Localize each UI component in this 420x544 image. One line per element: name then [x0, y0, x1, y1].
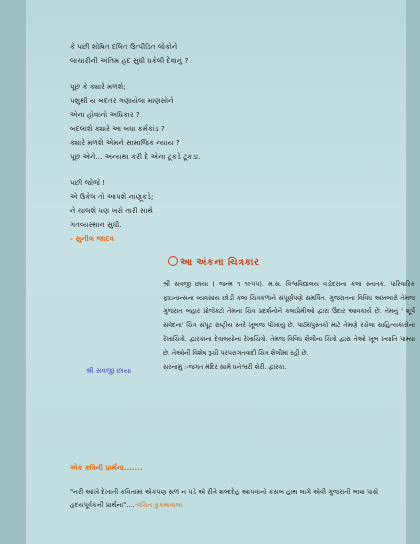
poem-line: બદલાશે ક્યારે આ બધા કર્મકાંડ ?	[70, 124, 165, 133]
prayer-text: "નરી આંખે દેખાતી કવિતામાં એકપણ સળ ન પડે એ રીતે શબ્દદેહ આપવાનો કસબ હાથ લાગે એવી ગુજરાતી ભાષા પાસે હૃદયપૂર્વકની પ્રાર્થના"....	[70, 488, 379, 509]
prayer-quote	[70, 486, 406, 512]
artist-section-title-text: આ અંકના ચિત્રકાર	[180, 257, 260, 268]
poet-name: - સુનીલ જાદવ	[70, 234, 115, 243]
page	[26, 0, 415, 544]
artist-address: સરનામું :-જગત મંદિર સામે ધનેશ્વરી શેરી. દ્વારકા.	[163, 364, 287, 371]
poem-line: પૂછ કે ક્યારે મળશે;	[70, 82, 126, 91]
poem-line: એના હોવાનો અધિકાર ?	[70, 110, 140, 119]
artist-bio-text: શ્રી સવજી છાયા ( જન્મ ૧ ૧૯૫૫). મ.સ. વિશ્વવિદ્યાલય વડોદરાના કલા સ્નાતક. પારિવારિક ફાઇનાન્સના વ્યવસાય છોડી કલા ચિત્રકળાને સંપૂર્ણપણે સમર્પિત. ગુજરાતના વિવિધ અખબારો તેમજ ગુજરાત બહાર પ્રોજેક્ટો તેમના ચિત્ર પ્રદર્શનોને કલાપ્રેમીઓ દ્વારા ઉદાર આવકાર્ય છે. તેમનું ' શૂર્પ સંવેદના' ચિત્ર સંપૂટ રાષ્ટ્રીય સ્તરે ખૂબજ પોંખાયું છે. પાઠ્યપુસ્તકો માટે તેમણે રચેલા સાહિત્યકારોના રેખાચિત્રો. દ્વારકાના દેવાલયોના રેખાચિત્રો. તેમજ વિવિધ શૈલીના ચિત્રો દ્વારા તેઓ ખૂબ ખ્યાતિ પામ્યા છે. તેઓની વિશેષ રૂચી પરંપરાગતવાદી ચિત્ર શૈલીમાં રહી છે.	[163, 281, 415, 357]
poem-line: કે પછી શોષિત દલિત ઉત્પીડિત લોકોને	[70, 42, 178, 51]
poem-line: પૂછ એને... અન્યથા કરી દે એના ટૂકડે ટૂકડા.	[70, 152, 201, 161]
artist-name: શ્રી સવજી છાયા	[86, 367, 132, 375]
artist-bio	[163, 278, 415, 360]
prayer-title: એક કવિની પ્રાર્થના.......	[70, 464, 143, 472]
poem	[70, 40, 400, 258]
poem-line: એ ઉકેલ તો આપશે નાણૂકડે;	[70, 192, 154, 201]
poem-stanza-2	[70, 80, 400, 164]
poem-line: ગંતવ્યસ્થાન સુધી.	[70, 220, 122, 229]
poem-line: પશુથી ય બદતર ગણાયેલા માણસોને	[70, 96, 174, 105]
poem-line: લાચારીની અંતિમ હદ સુધી ધકેલી દેવાનું ?	[70, 56, 189, 65]
prayer-author: -વંચિત કુકમાવાલા	[134, 501, 183, 509]
poem-line: પછી જોજે !	[70, 178, 106, 187]
poem-line: ક્યારે મળશે એમને સામાજિક ન્યાય ?	[70, 138, 180, 147]
poem-stanza-3	[70, 176, 400, 246]
artist-section-title	[168, 256, 259, 268]
poem-stanza-1	[70, 40, 400, 68]
poem-line: ને ચાલશે પણ ખરો તારી સાથે	[70, 206, 154, 215]
circle-icon	[168, 256, 178, 266]
